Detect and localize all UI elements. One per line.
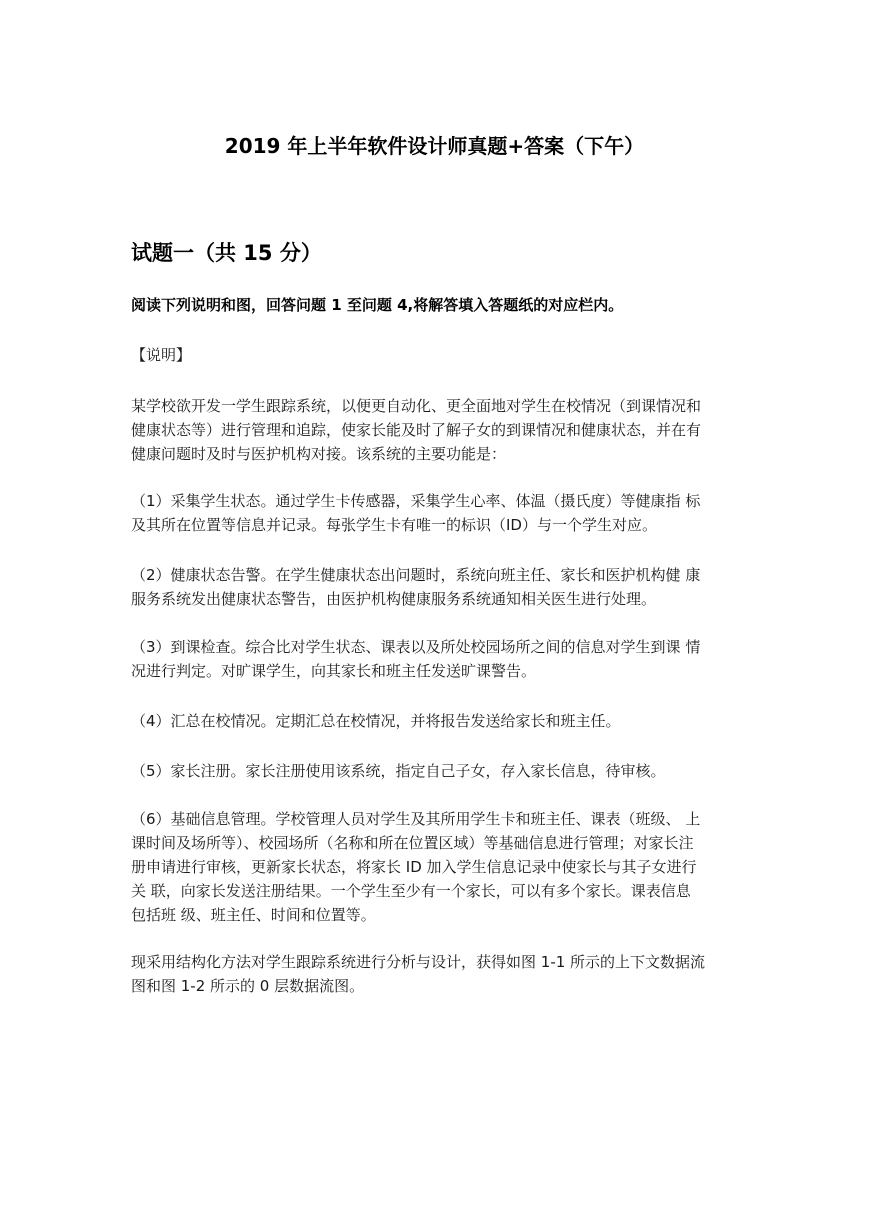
closing-paragraph [131, 950, 741, 998]
item-6-paragraph [131, 807, 741, 927]
instruction-text: 阅读下列说明和图，回答问题 1 至问题 4,将解答填入答题纸的对应栏内。 [131, 296, 624, 314]
text-line: 及其所在位置等信息并记录。每张学生卡有唯一的标识（ID）与一个学生对应。 [131, 516, 657, 534]
text-line: 服务系统发出健康状态警告，由医护机构健康服务系统通知相关医生进行处理。 [131, 590, 657, 608]
text-line: 健康问题时及时与医护机构对接。该系统的主要功能是： [131, 445, 507, 463]
text-line: （1）采集学生状态。通过学生卡传感器，采集学生心率、体温（摄氏度）等健康指 标 [131, 492, 701, 510]
text-line: （4）汇总在校情况。定期汇总在校情况，并将报告发送给家长和班主任。 [131, 712, 621, 730]
text-line: 况进行判定。对旷课学生，向其家长和班主任发送旷课警告。 [131, 662, 537, 680]
item-3-paragraph [131, 635, 741, 683]
item-4-paragraph [131, 709, 741, 733]
text-line: 图和图 1-2 所示的 0 层数据流图。 [131, 977, 365, 995]
text-line: 册申请进行审核，更新家长状态，将家长 ID 加入学生信息记录中使家长与其子女进行 [131, 858, 697, 876]
text-line: 某学校欲开发一学生跟踪系统，以便更自动化、更全面地对学生在校情况（到课情况和 [131, 397, 702, 415]
text-line: 健康状态等）进行管理和追踪，使家长能及时了解子女的到课情况和健康状态，并在有 [131, 421, 702, 439]
text-line: （2）健康状态告警。在学生健康状态出问题时，系统向班主任、家长和医护机构健 康 [131, 566, 701, 584]
text-line: 课时间及场所等）、校园场所（名称和所在位置区域）等基础信息进行管理；对家长注 [131, 834, 694, 852]
item-1-paragraph [131, 489, 741, 537]
section-heading: 试题一（共 15 分） [131, 241, 322, 265]
item-2-paragraph [131, 563, 741, 611]
text-line: 包括班 级、班主任、时间和位置等。 [131, 906, 376, 924]
text-line: 现采用结构化方法对学生跟踪系统进行分析与设计，获得如图 1-1 所示的上下文数据流 [131, 953, 706, 971]
item-5-paragraph [131, 759, 741, 783]
document-title: 2019 年上半年软件设计师真题+答案（下午） [224, 134, 645, 158]
text-line: （5）家长注册。家长注册使用该系统，指定自己子女，存入家长信息，待审核。 [131, 762, 666, 780]
text-line: （6）基础信息管理。学校管理人员对学生及其所用学生卡和班主任、课表（班级、 上 [131, 810, 701, 828]
explanation-label: 【说明】 [131, 346, 192, 364]
text-line: 关 联，向家长发送注册结果。一个学生至少有一个家长，可以有多个家长。课表信息 [131, 882, 691, 900]
intro-paragraph [131, 394, 741, 466]
text-line: （3）到课检查。综合比对学生状态、课表以及所处校园场所之间的信息对学生到课 情 [131, 638, 701, 656]
